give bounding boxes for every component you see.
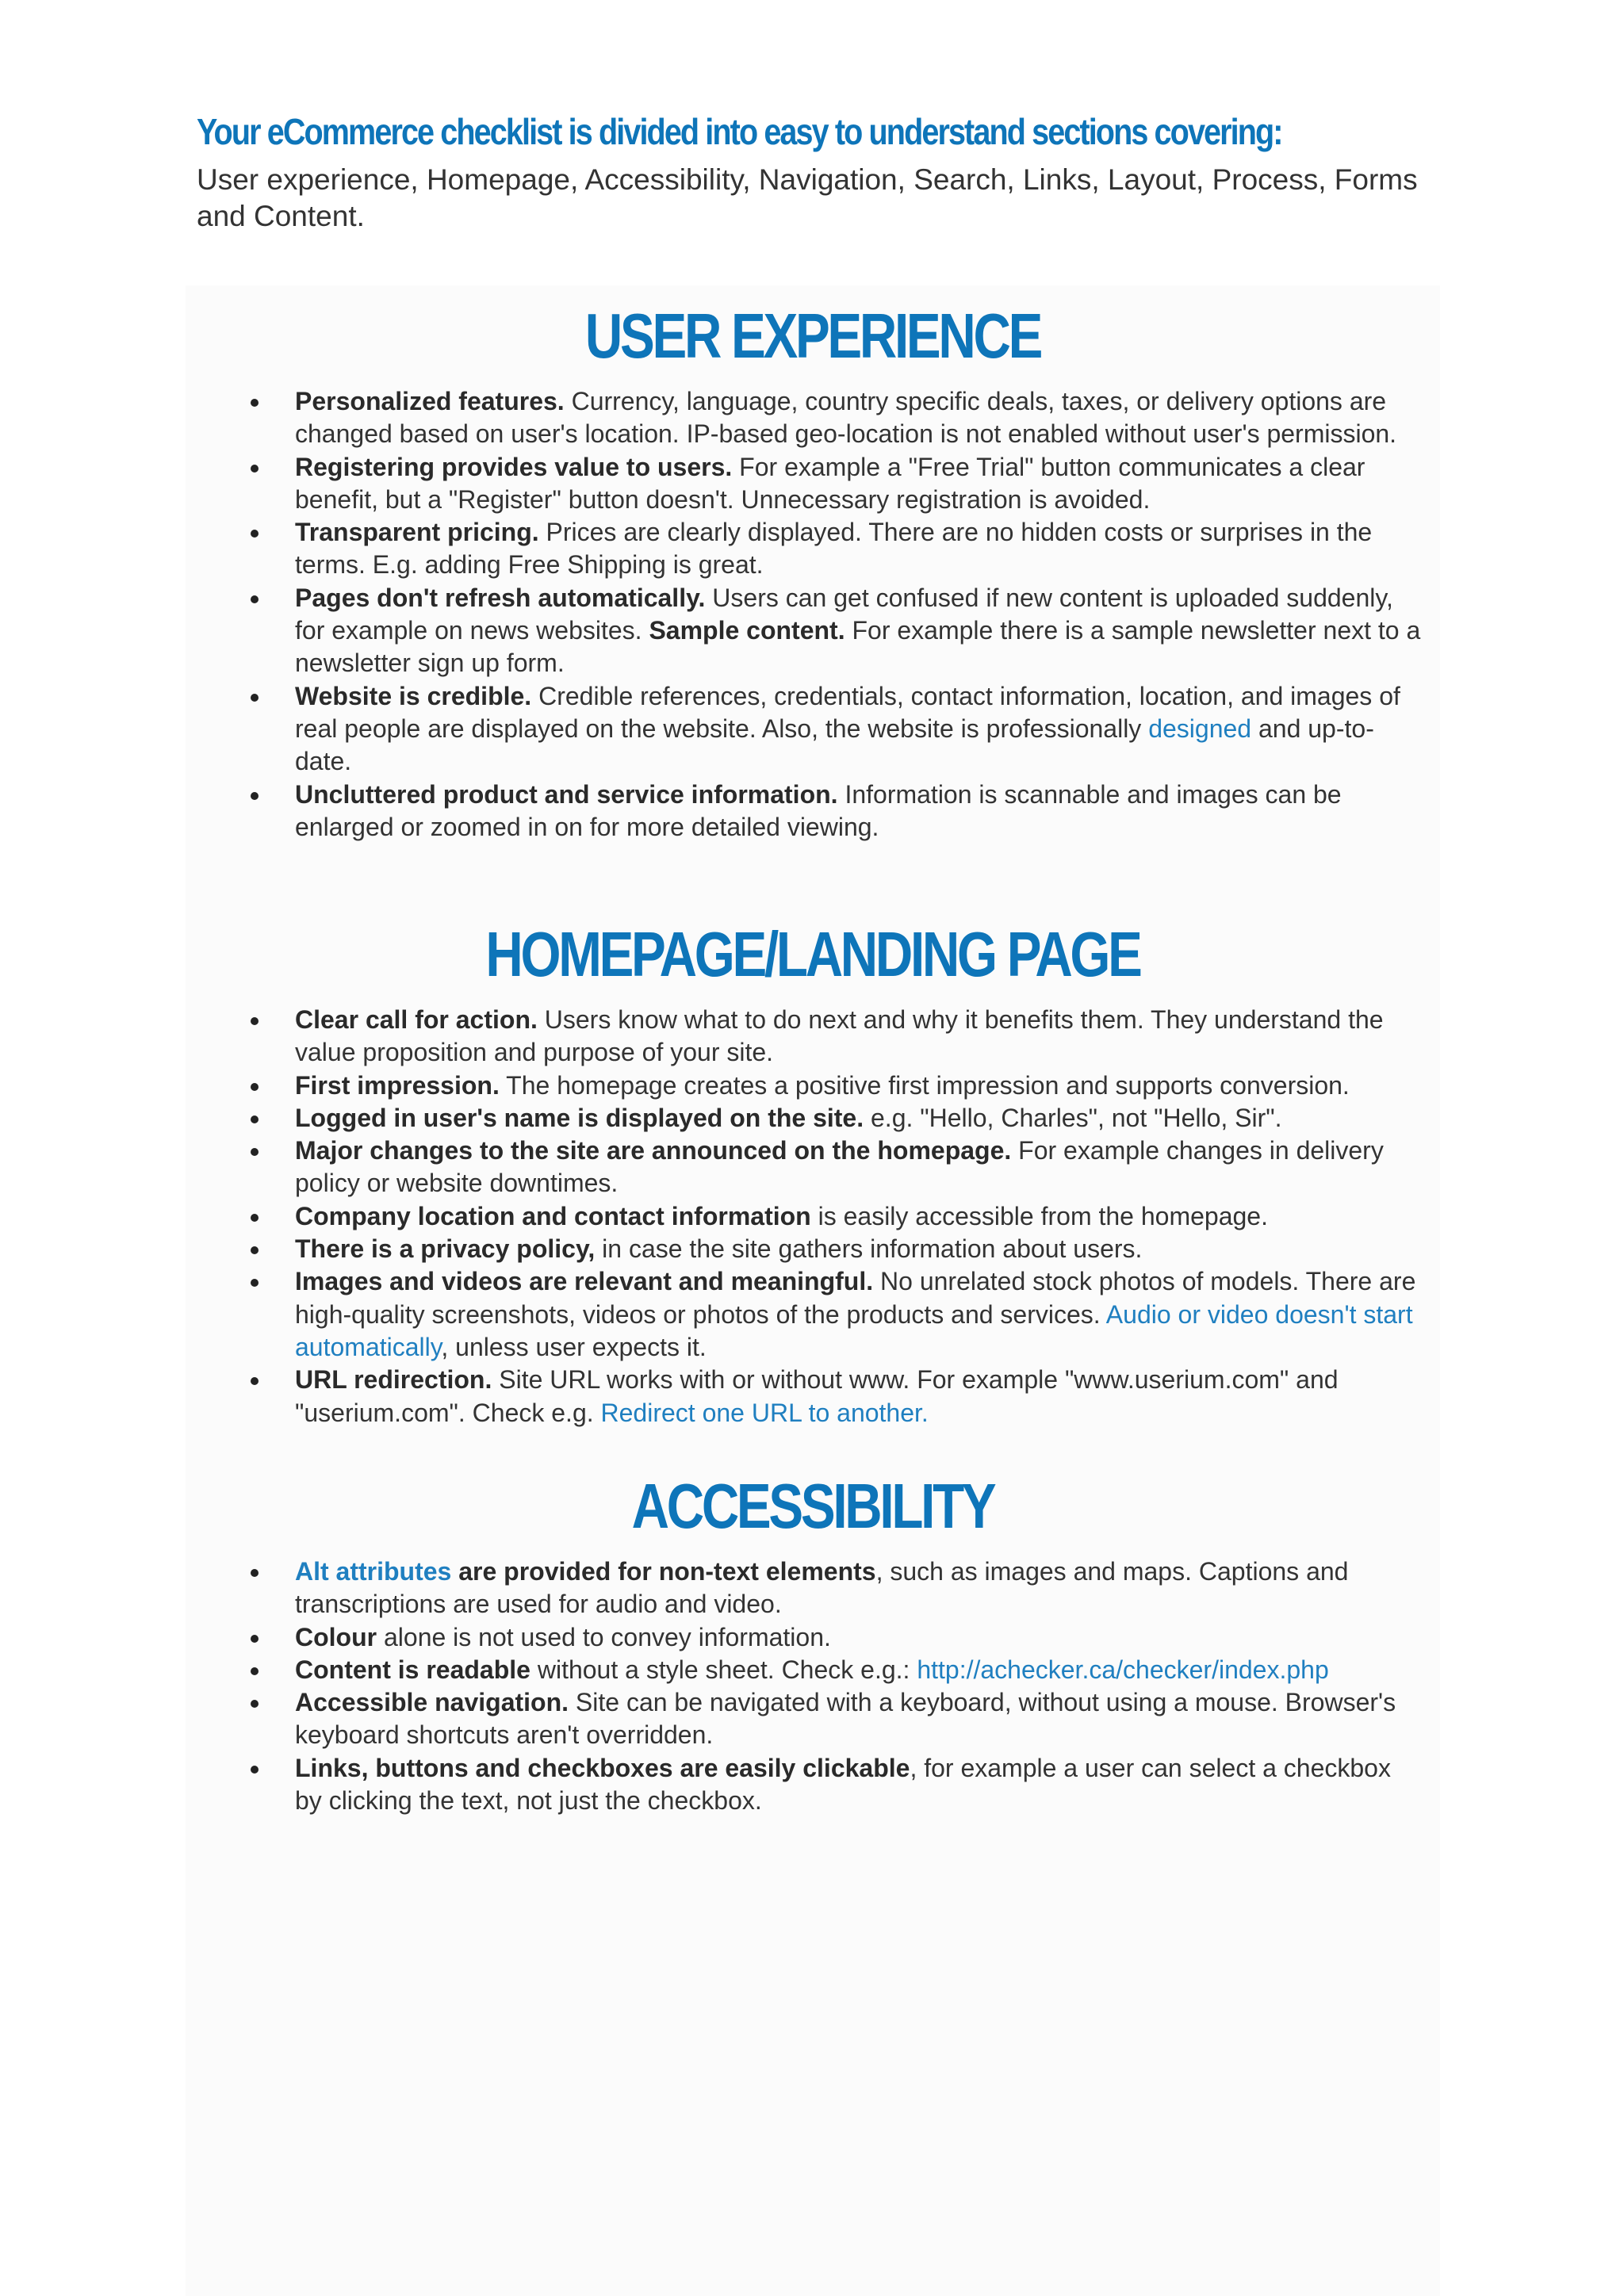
item-text: Site URL works with or without www. For example "www.userium.com" and "userium.com". Check e.g.: [295, 1365, 1339, 1427]
item-bold: are provided for non-text elements: [451, 1557, 876, 1586]
item-bold: Personalized features.: [295, 387, 565, 415]
item-text: Users can get confused if new content is uploaded suddenly, for example on news websites.: [295, 583, 1393, 645]
list-item: [295, 1556, 1421, 1621]
list-item: [295, 779, 1421, 844]
audio-video-link[interactable]: Audio or video doesn't start automatically: [295, 1299, 1413, 1361]
item-bold: Company location and contact information: [295, 1201, 811, 1230]
item-text: without a style sheet. Check e.g.:: [530, 1655, 917, 1684]
item-text: alone is not used to convey information.: [377, 1622, 831, 1651]
item-text: e.g. "Hello, Charles", not "Hello, Sir".: [864, 1103, 1282, 1132]
item-text: The homepage creates a positive first impression and supports conversion.: [499, 1070, 1350, 1100]
list-item: [295, 1004, 1421, 1070]
item-text: Information is scannable and images can be enlarged or zoomed in on for more detailed viewing.: [295, 779, 1342, 841]
list-item: [295, 516, 1421, 582]
item-text: , unless user expects it.: [441, 1332, 707, 1361]
item-text: in case the site gathers information about users.: [595, 1234, 1143, 1264]
list-item: [295, 1070, 1421, 1102]
item-bold: Sample content.: [649, 616, 845, 645]
item-text: , for example a user can select a checkbox by clicking the text, not just the checkbox.: [295, 1753, 1391, 1816]
list-item: [295, 385, 1421, 451]
section-title-accessibility: ACCESSIBILITY: [631, 1471, 994, 1541]
item-text: Currency, language, country specific deals, taxes, or delivery options are changed based on user's location. IP-based geo-location is not enabled without user's permission.: [295, 387, 1397, 449]
redirect-url-link[interactable]: Redirect one URL to another.: [600, 1398, 929, 1427]
list-item: [295, 1654, 1421, 1686]
item-bold: URL redirection.: [295, 1365, 492, 1395]
item-bold: Colour: [295, 1622, 377, 1651]
item-text: and up-to-date.: [295, 714, 1374, 776]
item-text: No unrelated stock photos of models. There are high-quality screenshots, videos or photos of the products and services.: [295, 1267, 1416, 1329]
intro-heading: Your eCommerce checklist is divided into easy to understand sections covering:: [197, 111, 1282, 152]
item-text: Credible references, credentials, contact information, location, and images of real people are displayed on the website. Also, the website is professionally: [295, 681, 1400, 743]
item-bold: Website is credible.: [295, 681, 532, 710]
list-item: [295, 1200, 1421, 1233]
item-bold: There is a privacy policy,: [295, 1234, 596, 1264]
item-bold: Accessible navigation.: [295, 1688, 569, 1717]
item-bold: Major changes to the site are announced on the homepage.: [295, 1136, 1012, 1165]
item-text: is easily accessible from the homepage.: [810, 1201, 1268, 1230]
list-item: [295, 1621, 1421, 1654]
homepage-list: [186, 1004, 1421, 1429]
achecker-link[interactable]: http://achecker.ca/checker/index.php: [917, 1655, 1329, 1684]
list-item: [295, 1135, 1421, 1200]
item-text: Users know what to do next and why it benefits them. They understand the value proposition and purpose of your site.: [295, 1005, 1384, 1067]
user-experience-list: [186, 385, 1421, 844]
list-item: [295, 1364, 1421, 1429]
list-item: [295, 582, 1421, 680]
item-text: For example there is a sample newsletter next to a newsletter sign up form.: [295, 616, 1421, 678]
section-title-homepage: HOMEPAGE/LANDING PAGE: [485, 919, 1140, 989]
item-bold: Logged in user's name is displayed on the site.: [295, 1103, 864, 1132]
list-item: [295, 680, 1421, 779]
section-title-user-experience: USER EXPERIENCE: [584, 300, 1041, 371]
item-text: For example a "Free Trial" button communicates a clear benefit, but a "Register" button doesn't. Unnecessary registration is avoided.: [295, 452, 1365, 514]
section-user-experience: [186, 298, 1440, 844]
item-bold: Uncluttered product and service information.: [295, 779, 838, 809]
item-bold: First impression.: [295, 1070, 500, 1100]
item-text: Prices are clearly displayed. There are no hidden costs or surprises in the terms. E.g. adding Free Shipping is great.: [295, 518, 1373, 580]
alt-attributes-link[interactable]: Alt attributes: [295, 1557, 452, 1586]
item-bold: Links, buttons and checkboxes are easily clickable: [295, 1753, 910, 1782]
intro: [197, 106, 1434, 235]
list-item: [295, 1686, 1421, 1752]
list-item: [295, 1233, 1421, 1265]
item-bold: Images and videos are relevant and meaningful.: [295, 1267, 874, 1296]
item-bold: Clear call for action.: [295, 1005, 538, 1034]
section-accessibility: [186, 1468, 1440, 1817]
item-text: Site can be navigated with a keyboard, without using a mouse. Browser's keyboard shortcuts aren't overridden.: [295, 1688, 1396, 1750]
list-item: [295, 1265, 1421, 1364]
designed-link[interactable]: designed: [1148, 714, 1252, 743]
accessibility-list: [186, 1556, 1421, 1817]
item-bold: Pages don't refresh automatically.: [295, 583, 706, 612]
checklist-panel: [186, 285, 1440, 2296]
list-item: [295, 451, 1421, 517]
section-homepage: [186, 916, 1440, 1429]
item-bold: Content is readable: [295, 1655, 530, 1684]
item-text: For example changes in delivery policy or website downtimes.: [295, 1136, 1384, 1198]
intro-text: User experience, Homepage, Accessibility, Navigation, Search, Links, Layout, Process, Forms and Content.: [197, 163, 1418, 232]
list-item: [295, 1752, 1421, 1818]
item-bold: Transparent pricing.: [295, 518, 539, 547]
item-text: , such as images and maps. Captions and transcriptions are used for audio and video.: [295, 1557, 1349, 1619]
item-bold: Registering provides value to users.: [295, 452, 733, 481]
list-item: [295, 1102, 1421, 1135]
